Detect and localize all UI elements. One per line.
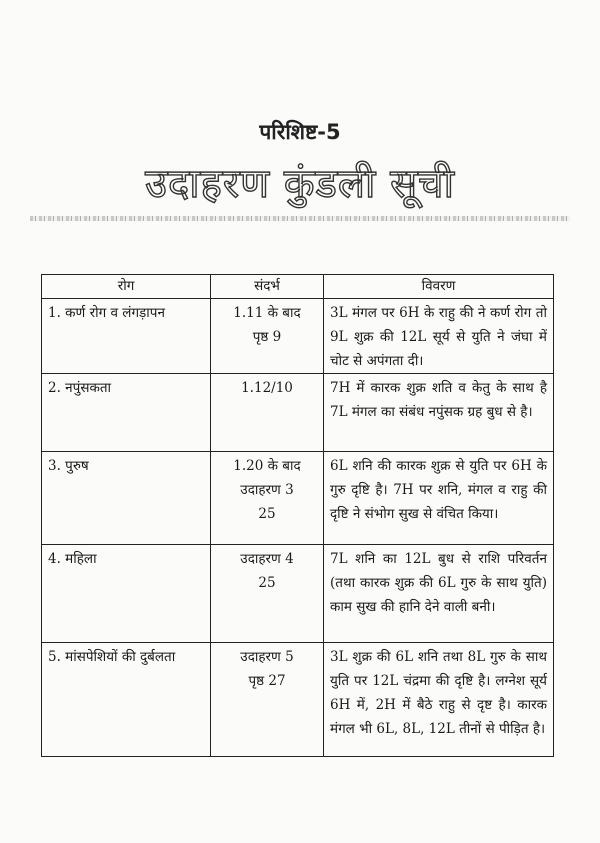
column-header-reference: संदर्भ bbox=[211, 275, 324, 299]
disease-cell: 1. कर्ण रोग व लंगड़ापन bbox=[42, 299, 211, 374]
column-header-description: विवरण bbox=[324, 275, 554, 299]
reference-cell bbox=[211, 374, 324, 452]
decorative-divider bbox=[30, 216, 570, 221]
reference-line: उदाहरण 4 bbox=[240, 551, 294, 567]
reference-line: 25 bbox=[258, 575, 276, 591]
horoscope-example-table bbox=[41, 274, 554, 757]
reference-line: 25 bbox=[258, 506, 276, 522]
appendix-label: परिशिष्ट-5 bbox=[259, 120, 341, 144]
disease-cell: 3. पुरुष bbox=[42, 452, 211, 545]
page-title: उदाहरण कुंडली सूची bbox=[145, 161, 455, 207]
disease-cell: 2. नपुंसकता bbox=[42, 374, 211, 452]
table-row bbox=[42, 545, 554, 643]
reference-line: 1.11 के बाद bbox=[233, 305, 301, 321]
column-header-disease: रोग bbox=[42, 275, 211, 299]
table-row bbox=[42, 452, 554, 545]
table-row bbox=[42, 374, 554, 452]
description-cell: 3L मंगल पर 6H के राहु की ने कर्ण रोग तो 9L शुक्र की 12L सूर्य से युति ने जंघा में चोट से अपंगता दी। bbox=[324, 299, 554, 374]
reference-line: उदाहरण 5 bbox=[240, 649, 294, 665]
description-cell: 3L शुक्र की 6L शनि तथा 8L गुरु के साथ युति पर 12L चंद्रमा की दृष्टि है। लग्नेश सूर्य 6H में, 2H में बैठे राहु से दृष्ट है। कारक मंगल भी 6L, 8L, 12L तीनों से पीड़ित है। bbox=[324, 643, 554, 757]
reference-line: 1.12/10 bbox=[241, 380, 293, 396]
description-cell: 7H में कारक शुक्र शति व केतु के साथ है 7L मंगल का संबंध नपुंसक ग्रह बुध से है। bbox=[324, 374, 554, 452]
disease-cell: 4. महिला bbox=[42, 545, 211, 643]
table-row bbox=[42, 299, 554, 374]
description-cell: 6L शनि की कारक शुक्र से युति पर 6H के गुरु दृष्टि है। 7H पर शनि, मंगल व राहु की दृष्टि ने संभोग सुख से वंचित किया। bbox=[324, 452, 554, 545]
reference-cell bbox=[211, 643, 324, 757]
disease-cell: 5. मांसपेशियों की दुर्बलता bbox=[42, 643, 211, 757]
table-header-row bbox=[42, 275, 554, 299]
reference-line: पृष्ठ 9 bbox=[252, 329, 282, 345]
description-cell: 7L शनि का 12L बुध से राशि परिवर्तन (तथा कारक शुक्र की 6L गुरु के साथ युति) काम सुख की हानि देने वाली बनी। bbox=[324, 545, 554, 643]
reference-cell bbox=[211, 545, 324, 643]
reference-line: पृष्ठ 27 bbox=[248, 673, 286, 689]
reference-line: 1.20 के बाद bbox=[233, 458, 301, 474]
reference-cell bbox=[211, 299, 324, 374]
reference-cell bbox=[211, 452, 324, 545]
table-row bbox=[42, 643, 554, 757]
reference-line: उदाहरण 3 bbox=[240, 482, 294, 498]
